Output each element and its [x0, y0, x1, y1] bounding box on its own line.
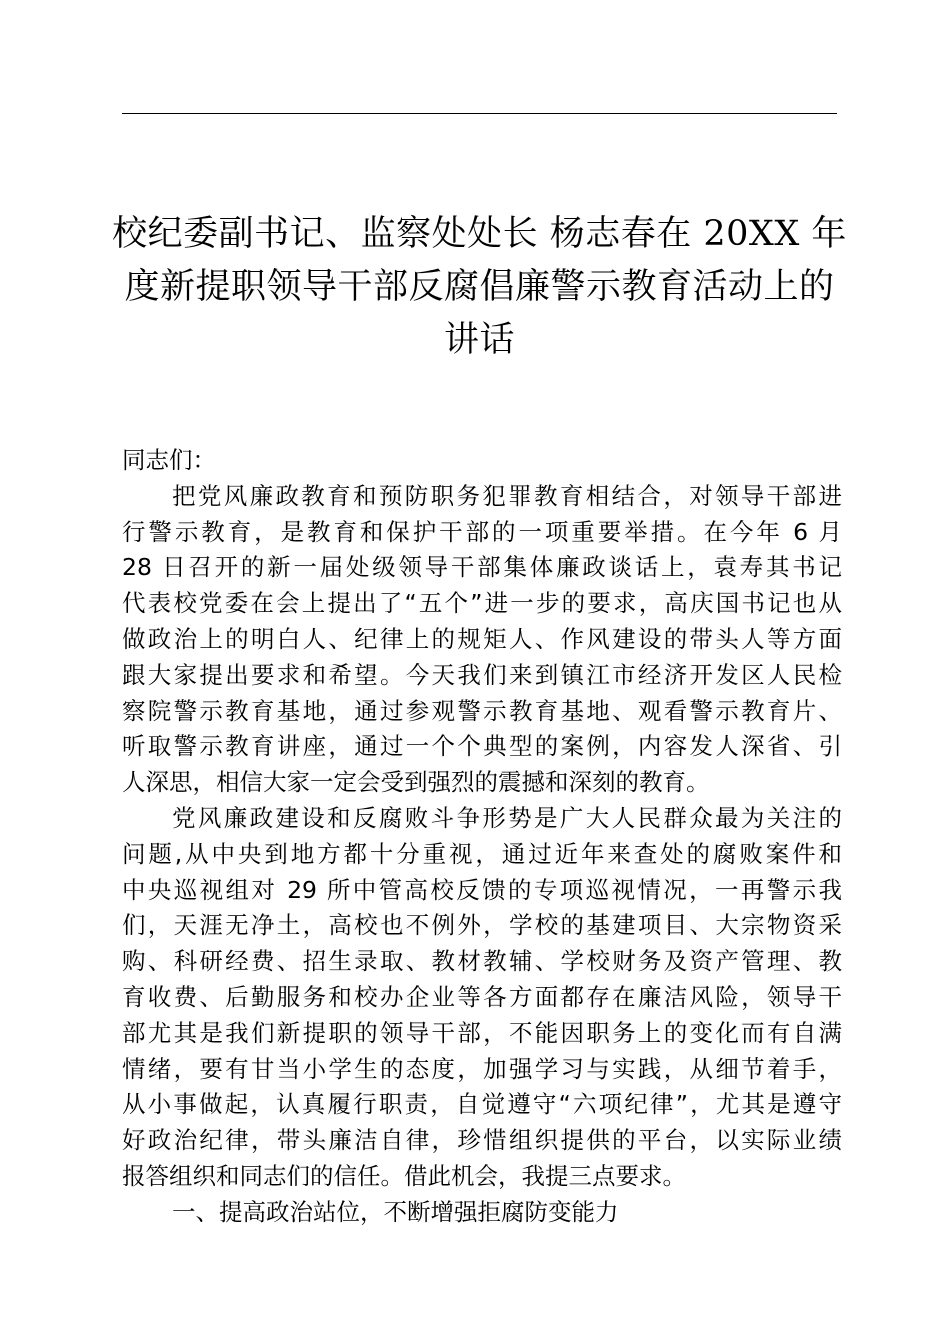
paragraph-line: 行警示教育，是教育和保护干部的一项重要举措。在今年 6 月 — [122, 517, 842, 546]
paragraph-line: 育收费、后勤服务和校办企业等各方面都存在廉洁风险，领导干 — [122, 982, 842, 1011]
paragraph-line: 购、科研经费、招生录取、教材教辅、学校财务及资产管理、教 — [122, 947, 842, 976]
paragraph-line: 把党风廉政教育和预防职务犯罪教育相结合，对领导干部进 — [172, 481, 842, 510]
paragraph-line: 好政治纪律，带头廉洁自律，珍惜组织提供的平台，以实际业绩 — [122, 1126, 842, 1155]
paragraph-line: 听取警示教育讲座，通过一个个典型的案例，内容发人深省、引 — [122, 732, 842, 761]
paragraph-line: 报答组织和同志们的信任。借此机会，我提三点要求。 — [122, 1161, 686, 1190]
paragraph-2 — [122, 801, 842, 1195]
greeting: 同志们： — [122, 446, 216, 474]
paragraph-line: 们，天涯无净土，高校也不例外，学校的基建项目、大宗物资采 — [122, 911, 842, 940]
paragraph-line: 28 日召开的新一届处级领导干部集体廉政谈话上，袁寿其书记 — [122, 553, 842, 582]
paragraph-line: 代表校党委在会上提出了“五个”进一步的要求，高庆国书记也从 — [122, 589, 842, 618]
paragraph-line: 跟大家提出要求和希望。今天我们来到镇江市经济开发区人民检 — [122, 660, 842, 689]
paragraph-line: 问题,从中央到地方都十分重视，通过近年来查处的腐败案件和 — [122, 839, 842, 868]
header-rule — [122, 113, 837, 114]
paragraph-line: 人深思，相信大家一定会受到强烈的震撼和深刻的教育。 — [122, 768, 710, 797]
document-body — [122, 443, 842, 1231]
title-line-1: 校纪委副书记、监察处处长 杨志春在 20XX 年 — [112, 214, 847, 254]
paragraph-line: 部尤其是我们新提职的领导干部，不能因职务上的变化而有自满 — [122, 1018, 842, 1047]
document-title — [110, 208, 849, 367]
paragraph-line: 从小事做起，认真履行职责，自觉遵守“六项纪律”，尤其是遵守 — [122, 1090, 842, 1119]
paragraph-1 — [122, 479, 842, 801]
section-heading-text: 一、提高政治站位，不断增强拒腐防变能力 — [172, 1197, 619, 1226]
section-heading-1 — [122, 1195, 842, 1231]
paragraph-line: 情绪，要有甘当小学生的态度，加强学习与实践，从细节着手， — [122, 1054, 842, 1083]
title-line-3: 讲话 — [443, 320, 515, 360]
title-line-2: 度新提职领导干部反腐倡廉警示教育活动上的 — [124, 267, 835, 307]
paragraph-line: 做政治上的明白人、纪律上的规矩人、作风建设的带头人等方面 — [122, 624, 842, 653]
paragraph-line: 党风廉政建设和反腐败斗争形势是广大人民群众最为关注的 — [172, 803, 842, 832]
paragraph-line: 中央巡视组对 29 所中管高校反馈的专项巡视情况，一再警示我 — [122, 875, 842, 904]
paragraph-line: 察院警示教育基地，通过参观警示教育基地、观看警示教育片、 — [122, 696, 842, 725]
